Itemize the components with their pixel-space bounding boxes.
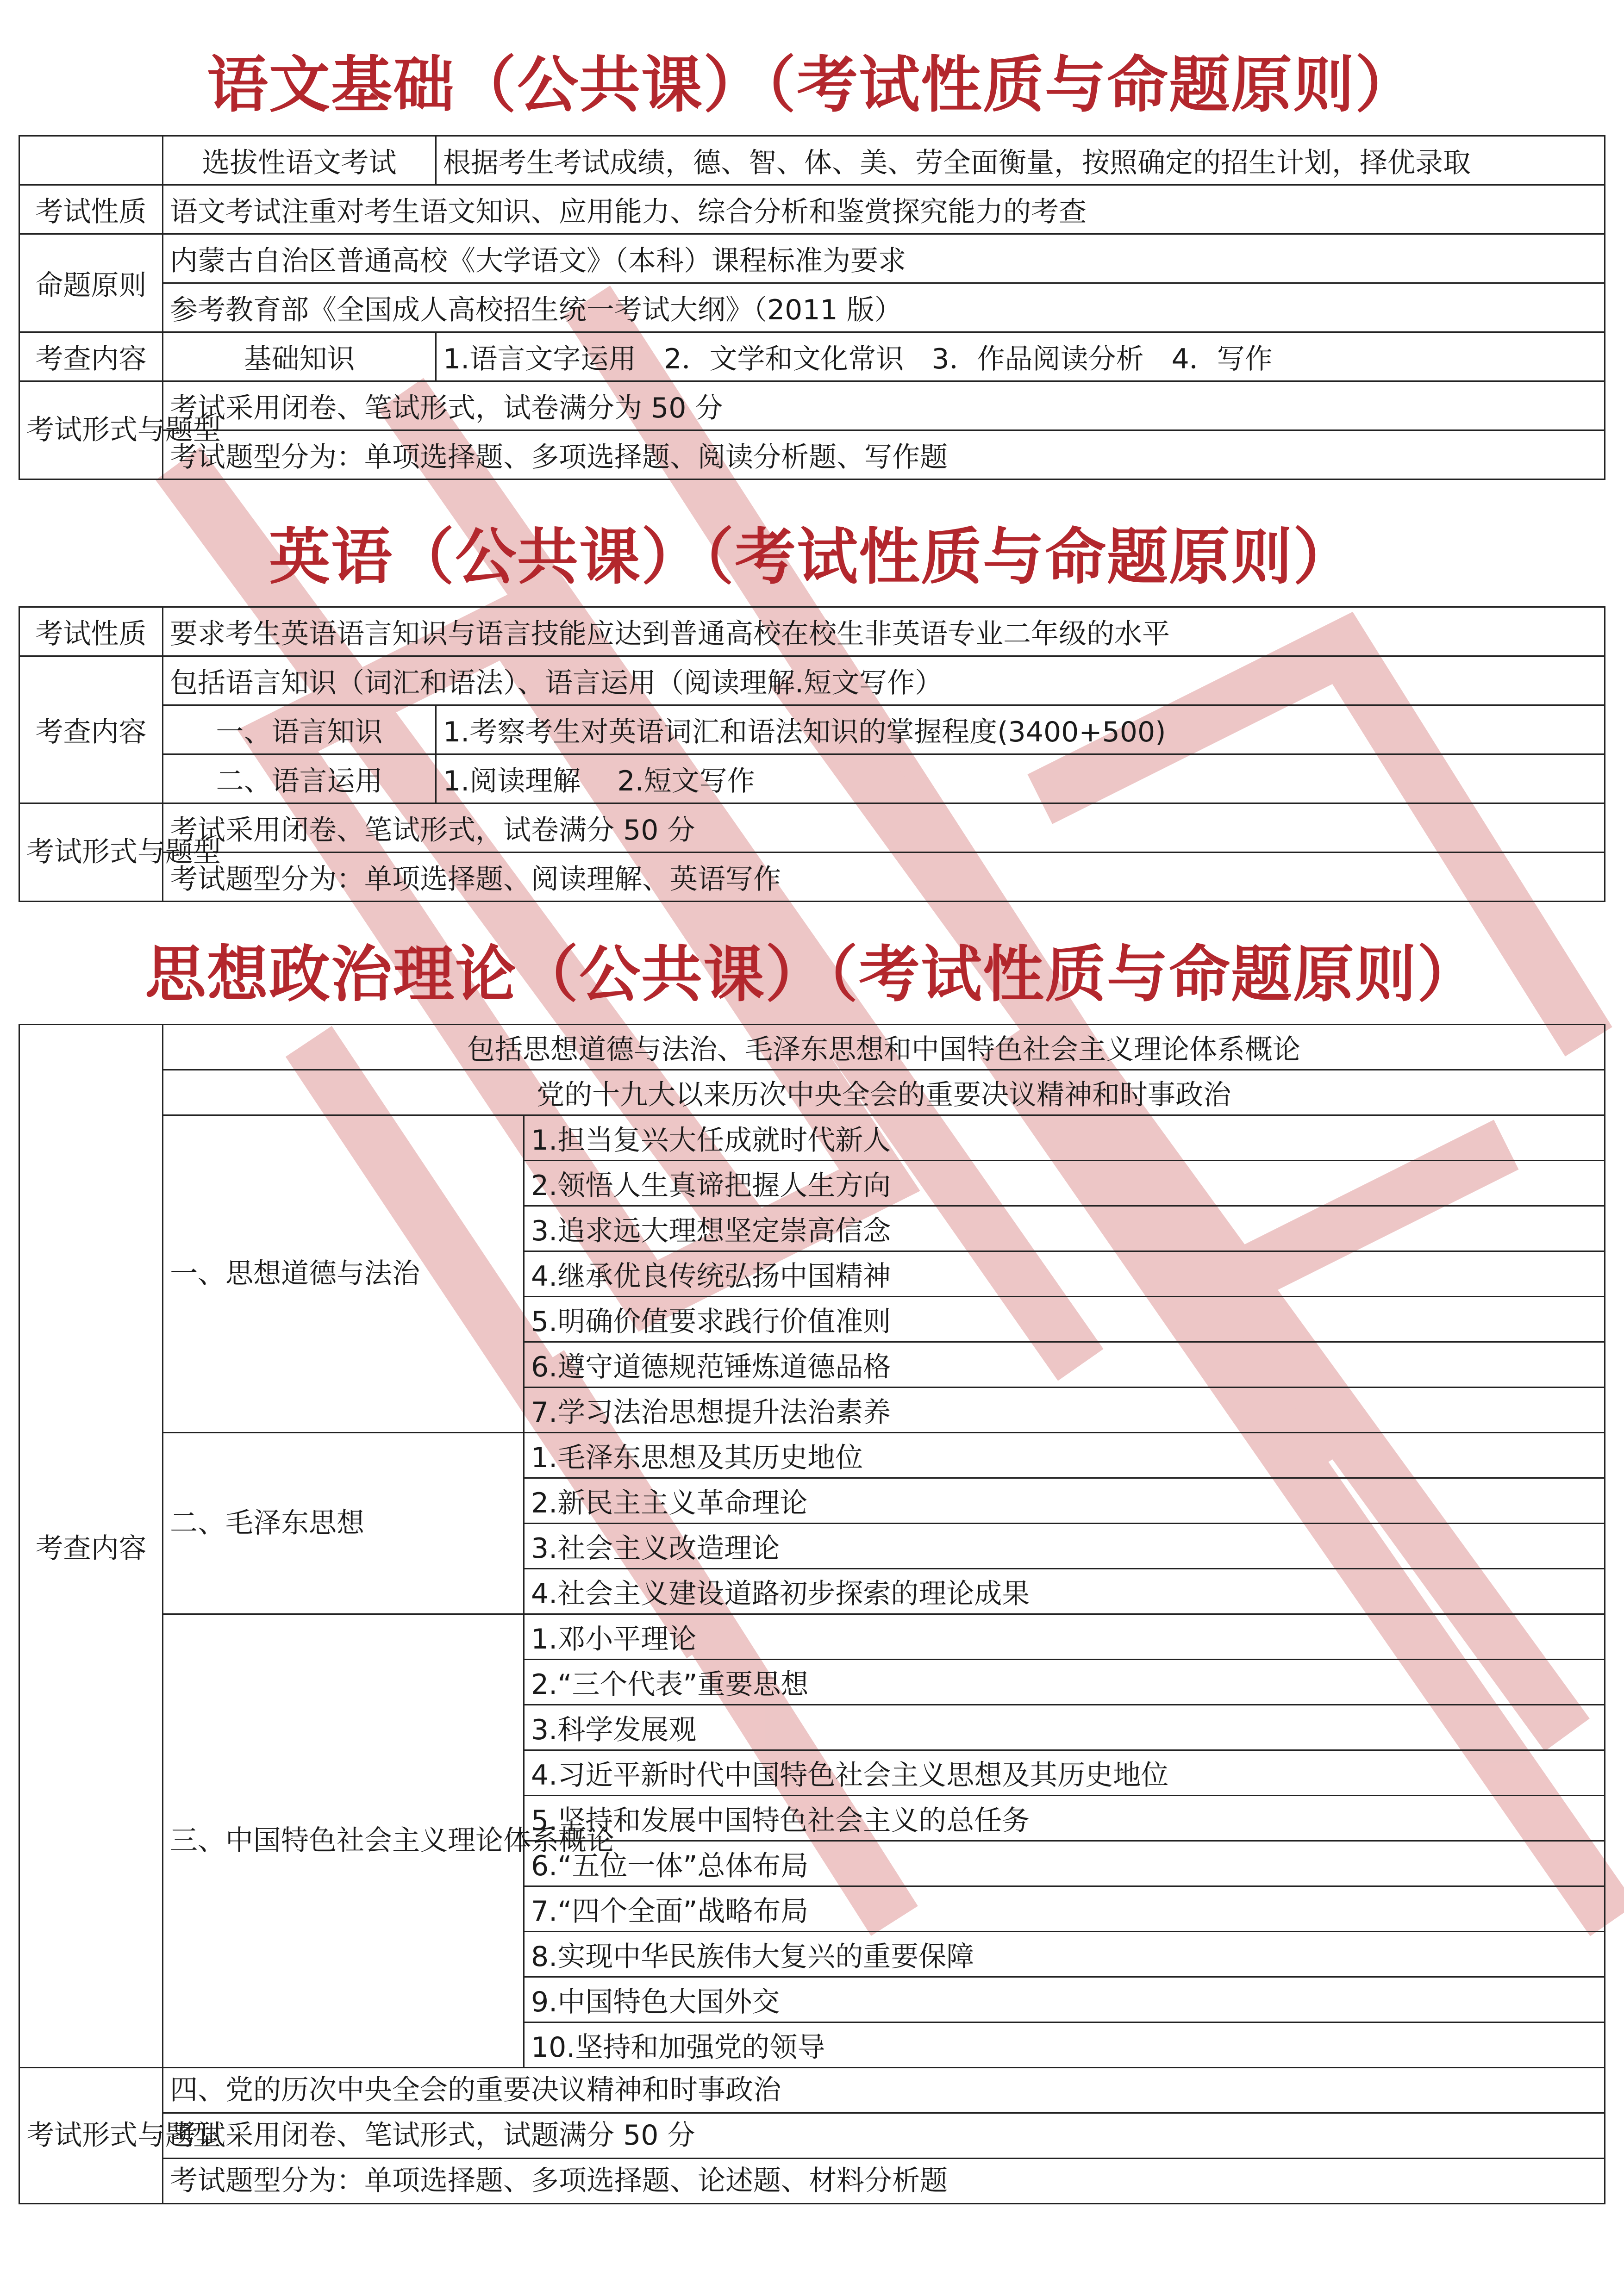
form-value: 考试题型分为：单项选择题、阅读理解、英语写作 bbox=[163, 852, 1605, 902]
section1-title: 语文基础（公共课）（考试性质与命题原则） bbox=[207, 50, 1417, 121]
group-item: 4.习近平新时代中国特色社会主义思想及其历史地位 bbox=[524, 1750, 1605, 1796]
content-sublabel: 基础知识 bbox=[163, 332, 436, 381]
group-item: 7.“四个全面”战略布局 bbox=[524, 1886, 1605, 1932]
table-row bbox=[19, 185, 1605, 234]
content-label: 考查内容 bbox=[19, 1025, 163, 2068]
section2-table bbox=[19, 606, 1605, 902]
group-item: 5.坚持和发展中国特色社会主义的总任务 bbox=[524, 1796, 1605, 1841]
nature-value: 语文考试注重对考生语文知识、应用能力、综合分析和鉴赏探究能力的考查 bbox=[163, 185, 1605, 234]
group-item: 5.明确价值要求践行价值准则 bbox=[524, 1297, 1605, 1342]
group-item: 2.新民主主义革命理论 bbox=[524, 1478, 1605, 1524]
form-label: 考试形式与题型 bbox=[19, 381, 163, 479]
exam-type-label: 选拔性语文考试 bbox=[163, 136, 436, 185]
group-item: 8.实现中华民族伟大复兴的重要保障 bbox=[524, 1932, 1605, 1977]
nature-label: 考试性质 bbox=[19, 185, 163, 234]
section3-table bbox=[19, 1024, 1605, 2204]
table-row bbox=[19, 332, 1605, 381]
group-item: 2.领悟人生真谛把握人生方向 bbox=[524, 1161, 1605, 1206]
table-row bbox=[19, 2068, 1605, 2113]
form-label: 考试形式与题型 bbox=[19, 803, 163, 902]
form-value: 考试采用闭卷、笔试形式，试题满分 50 分 bbox=[163, 2113, 1605, 2159]
form-label: 考试形式与题型 bbox=[19, 2068, 163, 2204]
table-row bbox=[19, 1614, 1605, 1660]
table-row bbox=[19, 1025, 1605, 1070]
empty-cell bbox=[19, 136, 163, 185]
table-row bbox=[19, 136, 1605, 185]
content-summary: 党的十九大以来历次中央全会的重要决议精神和时事政治 bbox=[163, 1070, 1605, 1115]
principle-label: 命题原则 bbox=[19, 234, 163, 332]
table-row bbox=[19, 1070, 1605, 1115]
content-item-label: 一、语言知识 bbox=[163, 705, 436, 754]
table-row bbox=[19, 2159, 1605, 2204]
table-row bbox=[19, 234, 1605, 283]
nature-label: 考试性质 bbox=[19, 607, 163, 656]
form-value: 考试题型分为：单项选择题、多项选择题、阅读分析题、写作题 bbox=[163, 430, 1605, 479]
group-item: 10.坚持和加强党的领导 bbox=[524, 2022, 1605, 2068]
section2-title: 英语（公共课）（考试性质与命题原则） bbox=[269, 522, 1355, 593]
content-label: 考查内容 bbox=[19, 332, 163, 381]
section3-title: 思想政治理论（公共课）（考试性质与命题原则） bbox=[145, 939, 1479, 1010]
group-item: 1.担当复兴大任成就时代新人 bbox=[524, 1115, 1605, 1161]
table-row bbox=[19, 381, 1605, 430]
table-row bbox=[19, 1115, 1605, 1161]
group-label: 二、毛泽东思想 bbox=[163, 1433, 524, 1614]
table-row bbox=[19, 607, 1605, 656]
group-item: 4.社会主义建设道路初步探索的理论成果 bbox=[524, 1569, 1605, 1614]
form-value: 考试题型分为：单项选择题、多项选择题、论述题、材料分析题 bbox=[163, 2159, 1605, 2204]
content-item-value: 1.阅读理解 2.短文写作 bbox=[436, 754, 1605, 803]
principle-value: 参考教育部《全国成人高校招生统一考试大纲》（2011 版） bbox=[163, 283, 1605, 332]
group-item: 3.社会主义改造理论 bbox=[524, 1524, 1605, 1569]
group-item: 6.遵守道德规范锤炼道德品格 bbox=[524, 1342, 1605, 1388]
group-item: 4.继承优良传统弘扬中国精神 bbox=[524, 1251, 1605, 1297]
table-row bbox=[19, 754, 1605, 803]
group-item: 7.学习法治思想提升法治素养 bbox=[524, 1388, 1605, 1433]
group-item: 3.追求远大理想坚定崇高信念 bbox=[524, 1206, 1605, 1251]
content-item-value: 1.考察考生对英语词汇和语法知识的掌握程度(3400+500) bbox=[436, 705, 1605, 754]
form-value: 四、党的历次中央全会的重要决议精神和时事政治 bbox=[163, 2068, 1605, 2113]
group-item: 1.毛泽东思想及其历史地位 bbox=[524, 1433, 1605, 1478]
content-item-label: 二、语言运用 bbox=[163, 754, 436, 803]
table-row bbox=[19, 852, 1605, 902]
form-value: 考试采用闭卷、笔试形式，试卷满分 50 分 bbox=[163, 803, 1605, 852]
group-label: 三、中国特色社会主义理论体系概论 bbox=[163, 1614, 524, 2068]
table-row bbox=[19, 705, 1605, 754]
content-summary: 包括语言知识（词汇和语法）、语言运用（阅读理解.短文写作） bbox=[163, 656, 1605, 705]
table-row bbox=[19, 803, 1605, 852]
content-summary: 包括思想道德与法治、毛泽东思想和中国特色社会主义理论体系概论 bbox=[163, 1025, 1605, 1070]
section1-table bbox=[19, 135, 1605, 480]
group-item: 6.“五位一体”总体布局 bbox=[524, 1841, 1605, 1886]
table-row bbox=[19, 1433, 1605, 1478]
group-item: 2.“三个代表”重要思想 bbox=[524, 1660, 1605, 1705]
form-value: 考试采用闭卷、笔试形式，试卷满分为 50 分 bbox=[163, 381, 1605, 430]
table-row bbox=[19, 656, 1605, 705]
principle-value: 内蒙古自治区普通高校《大学语文》（本科）课程标准为要求 bbox=[163, 234, 1605, 283]
table-row bbox=[19, 2113, 1605, 2159]
group-item: 3.科学发展观 bbox=[524, 1705, 1605, 1750]
table-row bbox=[19, 283, 1605, 332]
content-label: 考查内容 bbox=[19, 656, 163, 803]
group-item: 9.中国特色大国外交 bbox=[524, 1977, 1605, 2022]
content-value: 1.语言文字运用 2．文学和文化常识 3．作品阅读分析 4．写作 bbox=[436, 332, 1605, 381]
group-label: 一、思想道德与法治 bbox=[163, 1115, 524, 1433]
nature-value: 要求考生英语语言知识与语言技能应达到普通高校在校生非英语专业二年级的水平 bbox=[163, 607, 1605, 656]
group-item: 1.邓小平理论 bbox=[524, 1614, 1605, 1660]
exam-type-value: 根据考生考试成绩，德、智、体、美、劳全面衡量，按照确定的招生计划，择优录取 bbox=[436, 136, 1605, 185]
table-row bbox=[19, 430, 1605, 479]
